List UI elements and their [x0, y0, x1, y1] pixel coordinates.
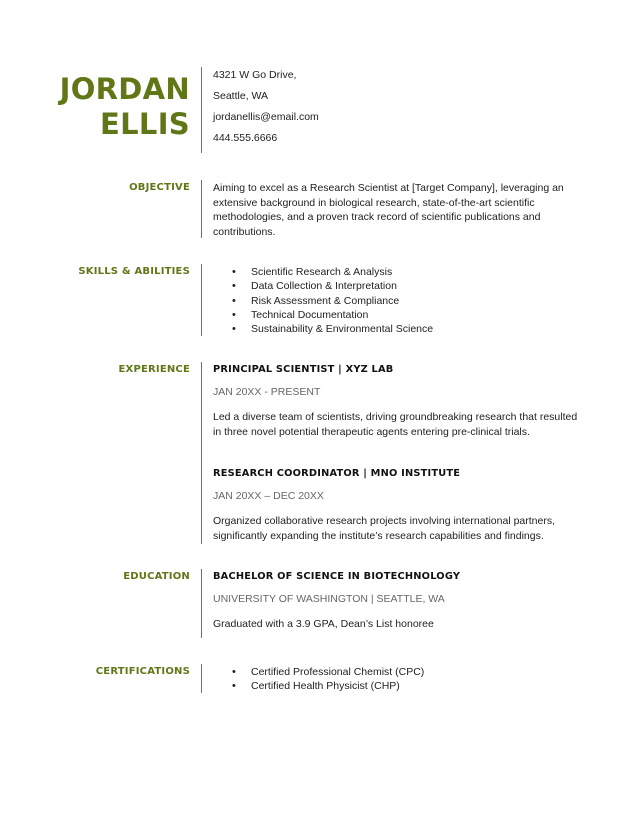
skills-divider — [201, 264, 202, 336]
header-divider — [201, 67, 202, 153]
education-detail: Graduated with a 3.9 GPA, Dean’s List honoree — [213, 618, 434, 630]
address-line2: Seattle, WA — [213, 90, 269, 102]
skills-list — [213, 265, 585, 336]
last-name: ELLIS — [100, 107, 190, 141]
skill-item: • Risk Assessment & Compliance — [213, 294, 585, 308]
job-dates: JAN 20XX - PRESENT — [213, 386, 321, 398]
job-title: PRINCIPAL SCIENTIST | XYZ LAB — [213, 364, 394, 375]
objective-divider — [201, 180, 202, 238]
certification-item: • Certified Professional Chemist (CPC) — [213, 665, 585, 679]
job-description: Organized collaborative research projects involving international partners, significantly expanding the institute’s research capabilities and findings. — [213, 515, 556, 542]
certifications-title: CERTIFICATIONS — [95, 666, 190, 677]
objective-title: OBJECTIVE — [129, 182, 190, 193]
email-link[interactable]: jordanellis@email.com — [213, 111, 319, 123]
skill-item: • Scientific Research & Analysis — [213, 265, 585, 279]
job-description: Led a diverse team of scientists, driving groundbreaking research that resulted in three novel potential therapeutic agents entering pre-clinical trials. — [213, 411, 578, 438]
experience-title: EXPERIENCE — [118, 364, 190, 375]
school: UNIVERSITY OF WASHINGTON | SEATTLE, WA — [213, 593, 445, 605]
objective-text: Aiming to excel as a Research Scientist at [Target Company], leveraging an extensive background in biological research, state-of-the-art scientific methodologies, and a proven track record of scientific publications and contributions. — [213, 182, 564, 238]
contact-block — [213, 65, 585, 149]
skill-item: • Data Collection & Interpretation — [213, 279, 585, 293]
education-divider — [201, 569, 202, 638]
certifications-list — [213, 665, 585, 694]
skill-item: • Sustainability & Environmental Science — [213, 322, 585, 336]
experience-divider — [201, 362, 202, 544]
phone-number: 444.555.6666 — [213, 132, 278, 144]
degree: BACHELOR OF SCIENCE IN BIOTECHNOLOGY — [213, 571, 461, 582]
address-line1: 4321 W Go Drive, — [213, 69, 297, 81]
job-dates: JAN 20XX – DEC 20XX — [213, 490, 324, 502]
education-title: EDUCATION — [123, 571, 190, 582]
certifications-divider — [201, 664, 202, 693]
skills-title: SKILLS & ABILITIES — [78, 266, 190, 277]
first-name: JORDAN — [59, 72, 190, 106]
job-title: RESEARCH COORDINATOR | MNO INSTITUTE — [213, 468, 461, 479]
certification-item: • Certified Health Physicist (CHP) — [213, 679, 585, 693]
skill-item: • Technical Documentation — [213, 308, 585, 322]
